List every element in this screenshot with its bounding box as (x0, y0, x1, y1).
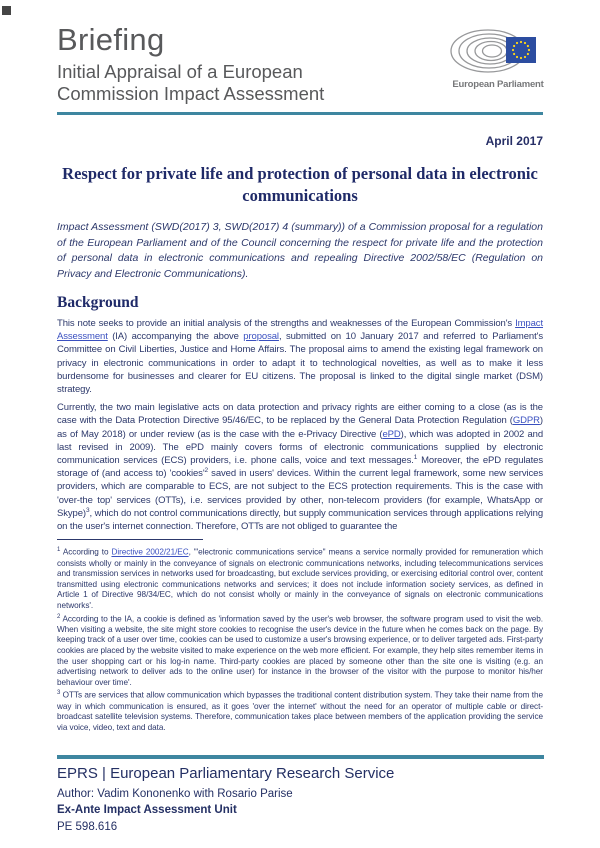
footnote-text: , '"electronic communications service" means a service normally provided for remuneration which consists wholly or mainly in the conveyance of signals on electronic communications networks, including telecommunications services and transmission services in networks used for broadcasting, but exclude services providing, or exercising editorial control over, content transmitted using electronic communications networks and services; it does not include information society services, as defined in Article 1 of Directive 98/34/EC, which do not consist wholly or mainly in the conveyance of signals on electronic communications networks'. (57, 547, 543, 610)
document-title: Respect for private life and protection of personal data in electronic communications (62, 164, 538, 205)
background-paragraph-1 (57, 317, 543, 396)
paragraph-text: , submitted on 10 January 2017 and referred to Parliament's Committee on Civil Liberties, Justice and Home Affairs. The proposal aims to amend the existing legal framework on privacy in electronic communications in order to adapt it to technological novelties, as well as to make it less burdensome for businesses and clearer for EU citizens. The proposal is linked to the digital single market (DSM) strategy. (57, 331, 543, 396)
paragraph-text: ) as of May 2018) or under review (as is the case with the e-Privacy Directive ( (57, 415, 543, 440)
epd-link[interactable]: ePD (382, 428, 401, 440)
footnote-ref-1: 1 (413, 453, 418, 461)
footnote-3 (57, 688, 543, 733)
directive-2002-21-ec-link[interactable]: Directive 2002/21/EC (111, 547, 189, 557)
paragraph-text: ), which was adopted in 2002 and last revised in 2009). The ePD mainly covers forms of electronic communications supplied by electronic communication services (ECS) providers, i.e. phone calls, voice and text messages. (57, 428, 544, 467)
footer-unit: Ex-Ante Impact Assessment Unit (57, 803, 237, 816)
paragraph-text: This note seeks to provide an initial analysis of the strengths and weaknesses of the European Commission's (57, 318, 516, 329)
footnotes-section (57, 539, 543, 733)
footnote-marker-2: 2 (57, 613, 61, 620)
footnote-marker-1: 1 (57, 547, 61, 554)
european-parliament-logo (447, 26, 549, 90)
footnote-ref-2: 2 (204, 467, 209, 475)
footnote-text: According to (60, 547, 112, 557)
footnote-text: OTTs are services that allow communication which bypasses the traditional content distribution system. They take their name from the way in which communication is ensured, as it goes 'over the internet' without the need for an operator of multiple cable or direct-broadcast satellite television systems. Therefore, communication takes place between members of the application providing the service via voice, video, text and data. (57, 691, 543, 732)
footnote-ref-3: 3 (85, 506, 90, 514)
footnote-2 (57, 612, 543, 689)
page-content (57, 0, 543, 734)
paragraph-text: Moreover, the ePD regulates storage of (and access to) 'cookies' (57, 455, 543, 480)
publication-date: April 2017 (485, 134, 543, 148)
footer-divider (57, 755, 544, 759)
section-heading-background: Background (57, 294, 139, 311)
corner-marker (2, 6, 11, 15)
footnote-separator (57, 539, 203, 540)
background-paragraph-2 (57, 401, 543, 533)
proposal-link[interactable]: proposal (243, 331, 279, 343)
paragraph-text: , which do not control communications directly, but supply communication services through applications relying on the user's internet connection. Therefore, OTTs are not obliged to guarantee the (57, 507, 543, 533)
footnote-text: According to the IA, a cookie is defined as 'information saved by the user's web browser, the software program used to visit the web. When visiting a website, the site might store cookies to recognise the user's device in the future when he comes back on the page. By keeping track of a user over time, cookies can be used to customize a user's browsing experience, or to deliver targeted ads. First-party cookies are placed by the website visited to make experience on the web more efficient. For example, they help sites remember items in the user shopping cart or his log-in name. Third-party cookies are placed by someone other than the site one is visiting (e.g. an advertising network to deliver ads to the online user) for instance in the browser of the visitor with the purpose to monitor his/her behaviour over time'. (57, 614, 544, 687)
ep-hemicycle-icon (448, 26, 548, 78)
header-divider (57, 112, 543, 115)
paragraph-text: (IA) accompanying the above (107, 331, 244, 343)
footnote-1 (57, 545, 543, 611)
footnote-marker-3: 3 (57, 690, 61, 697)
doc-subtitle: Initial Appraisal of a European Commission Impact Assessment (57, 61, 325, 104)
footer-service-name: EPRS | European Parliamentary Research Service (57, 764, 395, 782)
impact-assessment-link[interactable]: Impact Assessment (57, 318, 543, 343)
paragraph-text: Currently, the two main legislative acts on data protection and privacy rights are either coming to a close (as is the case with the Data Protection Directive 95/46/EC, to be replaced by the General Data Protection Regulation ( (57, 402, 543, 427)
gdpr-link[interactable]: GDPR (512, 415, 540, 427)
doc-type-title: Briefing (57, 22, 165, 57)
paragraph-text: saved in users' devices. Within the current legal framework, some new services providers, which are comparable to ECS, are not subject to the ECS protection requirements. This is the case with 'over-the top' services (OTTs), i.e. services provided by other, non-telecom providers (for example, WhatsApp or Skype) (57, 468, 543, 519)
masthead (57, 0, 543, 148)
logo-caption: European Parliament (452, 79, 544, 90)
footer-author: Author: Vadim Kononenko with Rosario Parise (57, 787, 293, 800)
intro-abstract: Impact Assessment (SWD(2017) 3, SWD(2017) 4 (summary)) of a Commission proposal for a regulation of the European Parliament and of the Council concerning the respect for private life and the protection of personal data in electronic communications and repealing Directive 2002/58/EC (Regulation on Privacy and Electronic Communications). (57, 221, 543, 280)
footer-pe-number: PE 598.616 (57, 820, 118, 833)
page-footer (57, 755, 544, 848)
